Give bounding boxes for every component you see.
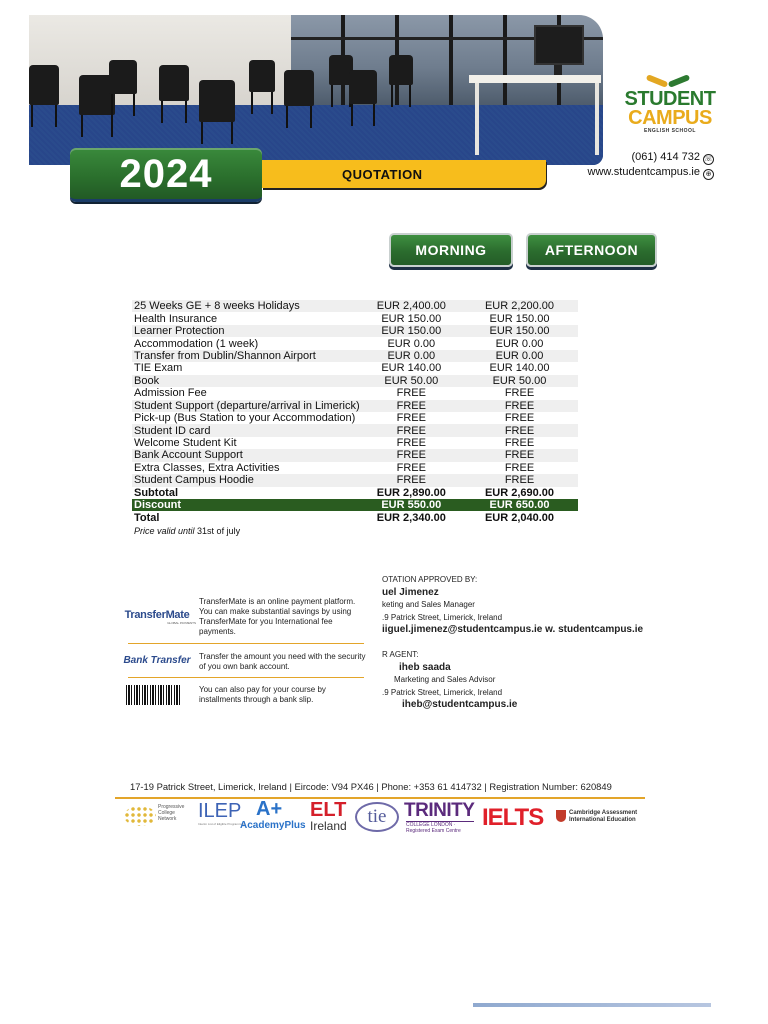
agent-email[interactable]: iheb@studentcampus.ie [402, 699, 518, 710]
afternoon-price: FREE [461, 474, 578, 486]
cambridge-shield-icon [556, 810, 566, 822]
footer-divider [115, 797, 645, 799]
student-campus-logo [620, 74, 720, 134]
afternoon-price: FREE [461, 449, 578, 461]
item-label: Extra Classes, Extra Activities [132, 462, 362, 474]
phone-icon: ☏ [704, 156, 713, 163]
progressive-college-network-icon [124, 806, 156, 826]
table-row [132, 350, 578, 362]
item-label: Transfer from Dublin/Shannon Airport [132, 350, 362, 362]
total-row [132, 511, 578, 523]
table-row [132, 387, 578, 399]
morning-price: FREE [362, 449, 461, 461]
afternoon-price: EUR 50.00 [461, 375, 578, 387]
chair-image [109, 60, 137, 94]
afternoon-price: EUR 2,200.00 [461, 300, 578, 312]
item-label: Student Support (departure/arrival in Limerick) [134, 399, 360, 412]
table-row [132, 312, 578, 324]
item-label: TIE Exam [132, 362, 362, 374]
footer-address: 17-19 Patrick Street, Limerick, Ireland | Eircode: V94 PX46 | Phone: +353 61 414732 | Registration Number: 620849 [130, 781, 612, 792]
total-morning: EUR 2,340.00 [362, 511, 461, 523]
chair-image [284, 70, 314, 106]
approved-by-block [382, 574, 672, 637]
subtotal-afternoon: EUR 2,690.00 [461, 487, 578, 499]
transfermate-logo-text: TransferMate [124, 609, 190, 621]
table-row [132, 400, 578, 412]
morning-price: EUR 0.00 [362, 350, 461, 362]
ielts-logo: IELTS [482, 804, 544, 831]
morning-price: EUR 2,400.00 [362, 300, 461, 312]
item-label: Book [132, 375, 362, 387]
table-row [132, 474, 578, 486]
morning-price: EUR 140.00 [362, 362, 461, 374]
discount-row [132, 499, 578, 511]
table-row [132, 462, 578, 474]
payment-divider [128, 677, 364, 678]
afternoon-price: FREE [461, 400, 578, 412]
afternoon-price: EUR 150.00 [461, 312, 578, 324]
approver-name: uel Jimenez [382, 586, 439, 598]
morning-price: EUR 50.00 [362, 375, 461, 387]
table-row [132, 325, 578, 337]
item-label: Welcome Student Kit [132, 437, 362, 449]
tie-logo: tie [355, 802, 399, 832]
morning-price: FREE [362, 424, 461, 436]
logo-line2: CAMPUS [628, 107, 712, 129]
morning-price: EUR 150.00 [362, 325, 461, 337]
item-label: Health Insurance [132, 312, 362, 324]
table-row [132, 337, 578, 349]
agent-address: .9 Patrick Street, Limerick, Ireland [382, 687, 503, 697]
chair-image [389, 55, 413, 85]
afternoon-price: FREE [461, 437, 578, 449]
item-label: Learner Protection [132, 325, 362, 337]
barcode-icon [118, 685, 196, 705]
trinity-college-logo: TRINITY [404, 800, 475, 821]
logo-tagline: ENGLISH SCHOOL [643, 128, 696, 134]
table-row [132, 300, 578, 312]
elt-ireland-sublabel: Ireland [310, 819, 347, 833]
afternoon-price: EUR 0.00 [461, 337, 578, 349]
monitor-image [534, 25, 584, 65]
page-bottom-rule [473, 1003, 711, 1007]
item-label: Student Campus Hoodie [132, 474, 362, 486]
logo-line1: STUDENT [624, 88, 716, 110]
approver-contact[interactable]: iiguel.jimenez@studentcampus.ie w. studentcampus.ie [382, 624, 644, 635]
approved-by-heading: OTATION APPROVED BY: [382, 575, 478, 584]
transfermate-logo-sub: GLOBAL PAYMENTS [167, 621, 196, 625]
header-phone [632, 151, 715, 165]
item-label: Accommodation (1 week) [132, 337, 362, 349]
bank-transfer-logo [118, 655, 196, 666]
open-book-icon [620, 74, 720, 90]
cambridge-logo: Cambridge Assessment International Education [569, 810, 638, 823]
chair-image [349, 70, 377, 104]
table-row [132, 437, 578, 449]
monitor-stand [554, 65, 562, 75]
year-badge: 2024 [70, 148, 262, 202]
table-row [132, 375, 578, 387]
table-row [132, 424, 578, 436]
afternoon-price: EUR 150.00 [461, 325, 578, 337]
item-label: Admission Fee [132, 387, 362, 399]
afternoon-price: FREE [461, 412, 578, 424]
approver-role: keting and Sales Manager [382, 600, 475, 609]
desk-image [469, 75, 601, 83]
subtotal-label: Subtotal [132, 487, 362, 499]
agent-role: Marketing and Sales Advisor [394, 675, 496, 684]
phone-number: (061) 414 732 [631, 151, 700, 163]
agent-name: iheb saada [399, 661, 451, 673]
header-banner-photo [29, 15, 603, 165]
discount-morning: EUR 550.00 [362, 499, 461, 511]
payment-divider [128, 643, 364, 644]
agent-block [382, 649, 672, 712]
bank-slip-description: You can also pay for your course by installments through a bank slip. [199, 685, 326, 704]
bank-transfer-logo-text: Bank Transfer [123, 655, 191, 666]
price-validity-note [134, 526, 240, 536]
chair-image [249, 60, 275, 92]
partner-logos [120, 798, 645, 838]
ilep-logo: ILEP [198, 800, 242, 822]
total-label: Total [132, 511, 362, 523]
chair-image [29, 65, 59, 105]
afternoon-column-header: AFTERNOON [526, 233, 657, 267]
quotation-banner: QUOTATION [262, 160, 546, 188]
morning-price: FREE [362, 387, 461, 399]
progressive-college-network-label: Progressive College Network [158, 804, 185, 822]
table-row [132, 449, 578, 461]
validity-date: 31st of july [197, 526, 241, 536]
afternoon-price: FREE [461, 387, 578, 399]
bank-transfer-description: Transfer the amount you need with the security of you own bank account. [199, 652, 366, 671]
website-link[interactable]: www.studentcampus.ie [587, 166, 700, 178]
validity-prefix: Price valid until [134, 526, 195, 536]
header-website[interactable] [588, 166, 715, 180]
morning-price: EUR 150.00 [362, 312, 461, 324]
morning-price: FREE [362, 412, 461, 424]
item-label: Student ID card [132, 424, 362, 436]
chair-image [199, 80, 235, 122]
transfermate-description: TransferMate is an online payment platform. You can make substantial savings by using TransferMate for you International fee payments. [199, 597, 356, 636]
elt-ireland-logo: ELT [310, 799, 347, 821]
afternoon-price: FREE [461, 424, 578, 436]
academyplus-logo: AcademyPlus [240, 820, 306, 831]
afternoon-price: EUR 140.00 [461, 362, 578, 374]
trinity-college-sublabel: COLLEGE LONDON · Registered Exam Centre [406, 821, 474, 834]
morning-price: FREE [362, 400, 461, 412]
item-label: Bank Account Support [132, 449, 362, 461]
afternoon-price: FREE [461, 462, 578, 474]
discount-label: Discount [132, 499, 362, 511]
price-table [132, 300, 578, 524]
table-row [132, 362, 578, 374]
chair-image [159, 65, 189, 101]
item-label: 25 Weeks GE + 8 weeks Holidays [132, 300, 362, 312]
globe-icon: ⊕ [703, 169, 714, 180]
morning-column-header: MORNING [389, 233, 513, 267]
morning-price: FREE [362, 474, 461, 486]
agent-heading: R AGENT: [382, 650, 419, 659]
morning-price: FREE [362, 437, 461, 449]
subtotal-row [132, 487, 578, 499]
ilep-sublabel: Interim List of Eligible Programmes [198, 822, 245, 826]
transfermate-logo [118, 609, 196, 625]
item-label: Pick-up (Bus Station to your Accommodation) [132, 412, 362, 424]
academyplus-icon: A+ [256, 798, 283, 820]
desk-leg [595, 83, 599, 155]
afternoon-price: EUR 0.00 [461, 350, 578, 362]
desk-leg [475, 83, 479, 155]
table-row [132, 412, 578, 424]
approver-address: .9 Patrick Street, Limerick, Ireland [382, 612, 503, 622]
morning-price: EUR 0.00 [362, 337, 461, 349]
discount-afternoon: EUR 650.00 [461, 499, 578, 511]
subtotal-morning: EUR 2,890.00 [362, 487, 461, 499]
morning-price: FREE [362, 462, 461, 474]
total-afternoon: EUR 2,040.00 [461, 511, 578, 523]
